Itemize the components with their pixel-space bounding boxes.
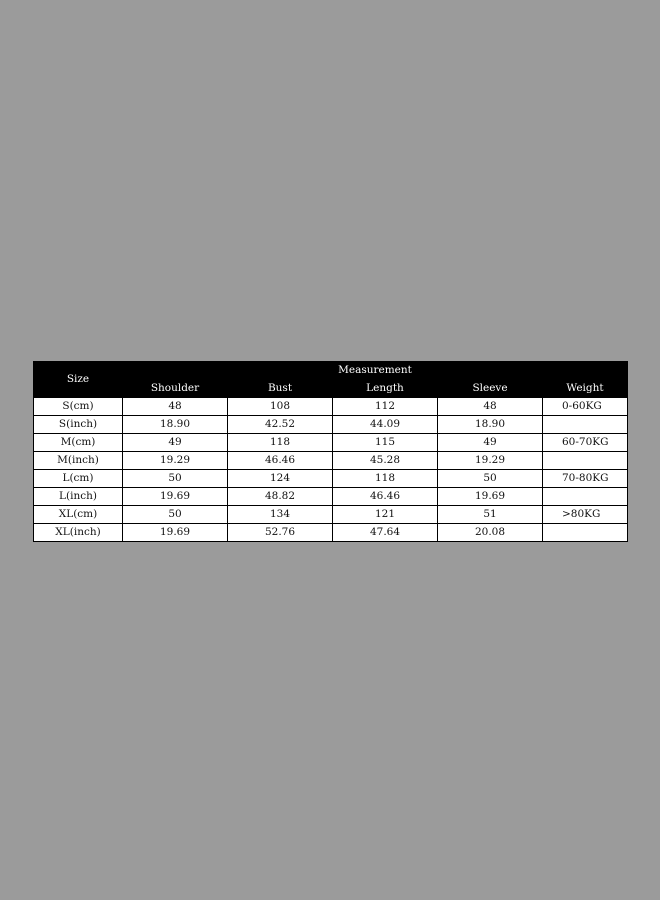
bust-cell: 48.82 [228,488,333,506]
length-cell: 121 [333,506,438,524]
table-row [34,470,628,488]
sleeve-cell: 48 [438,398,543,416]
table-row [34,452,628,470]
size-chart-table [33,361,628,542]
shoulder-cell: 19.69 [123,488,228,506]
size-cell: M(cm) [34,434,123,452]
sleeve-cell: 49 [438,434,543,452]
table-row [34,416,628,434]
bust-cell: 124 [228,470,333,488]
weight-cell: 0-60KG [543,398,628,416]
size-cell: M(inch) [34,452,123,470]
shoulder-cell: 18.90 [123,416,228,434]
size-cell: XL(inch) [34,524,123,542]
length-cell: 118 [333,470,438,488]
weight-cell: 60-70KG [543,434,628,452]
shoulder-cell: 19.29 [123,452,228,470]
weight-cell [543,524,628,542]
table-row [34,434,628,452]
sleeve-cell: 20.08 [438,524,543,542]
length-cell: 46.46 [333,488,438,506]
table-row [34,488,628,506]
measurement-group-header: Measurement [123,362,628,380]
bust-cell: 46.46 [228,452,333,470]
column-header-shoulder: Shoulder [123,380,228,398]
bust-cell: 42.52 [228,416,333,434]
weight-cell [543,416,628,434]
weight-cell: 70-80KG [543,470,628,488]
length-cell: 44.09 [333,416,438,434]
column-header-length: Length [333,380,438,398]
column-header-sleeve: Sleeve [438,380,543,398]
sleeve-cell: 19.29 [438,452,543,470]
bust-cell: 118 [228,434,333,452]
column-header-weight: Weight [543,380,628,398]
table-row [34,506,628,524]
length-cell: 112 [333,398,438,416]
shoulder-cell: 50 [123,470,228,488]
bust-cell: 52.76 [228,524,333,542]
size-cell: L(cm) [34,470,123,488]
size-column-header: Size [34,362,123,398]
size-cell: S(cm) [34,398,123,416]
shoulder-cell: 48 [123,398,228,416]
table-row [34,398,628,416]
length-cell: 115 [333,434,438,452]
sleeve-cell: 18.90 [438,416,543,434]
table-header-row [34,362,628,380]
length-cell: 47.64 [333,524,438,542]
table-row [34,524,628,542]
sleeve-cell: 19.69 [438,488,543,506]
weight-cell [543,488,628,506]
column-header-bust: Bust [228,380,333,398]
length-cell: 45.28 [333,452,438,470]
size-cell: XL(cm) [34,506,123,524]
shoulder-cell: 50 [123,506,228,524]
sleeve-cell: 51 [438,506,543,524]
bust-cell: 134 [228,506,333,524]
weight-cell [543,452,628,470]
bust-cell: 108 [228,398,333,416]
sleeve-cell: 50 [438,470,543,488]
table-subheader-row [34,380,628,398]
weight-cell: >80KG [543,506,628,524]
shoulder-cell: 19.69 [123,524,228,542]
size-cell: L(inch) [34,488,123,506]
shoulder-cell: 49 [123,434,228,452]
size-cell: S(inch) [34,416,123,434]
